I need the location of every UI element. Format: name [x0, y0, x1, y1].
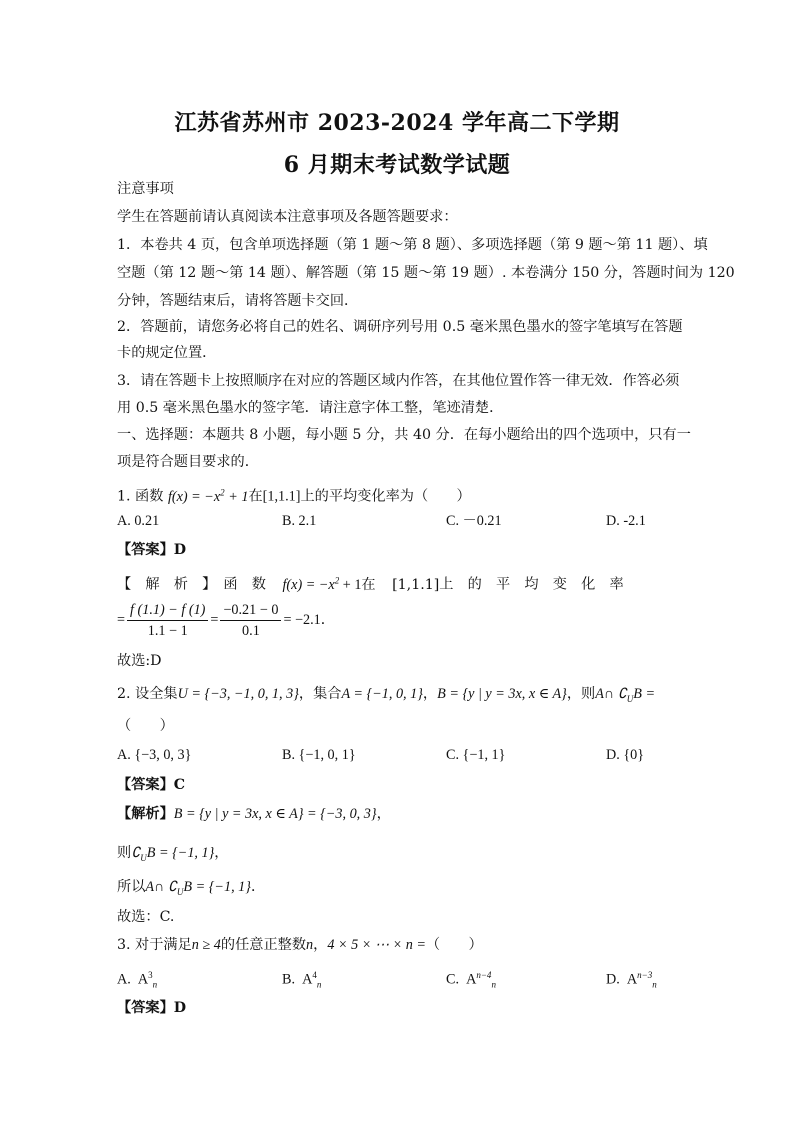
q1-fraction-2: $\frac{-0.21 - 0}{0.1}$ — [220, 600, 281, 641]
q1-interval: [1,1.1] — [262, 488, 301, 505]
q2-stem: 2. 设全集U = {−3, −1, 0, 1, 3}，集合A = {−1, 0, 1}，B = {y | y = 3x, x ∈ A}，则A∩ $∁_UB$ = — [117, 686, 656, 704]
q2-answer: 【答案】C — [117, 777, 186, 793]
q2-option-d: D. {0} — [606, 747, 645, 763]
notice-item2-line2: 卡的规定位置． — [117, 345, 217, 361]
q2-analysis-line3: 所以A∩ $∁_UB = \{-1$, 1}． — [117, 879, 266, 897]
notice-item3-line1: 3．请在答题卡上按照顺序在对应的答题区域内作答，在其他位置作答一律无效．作答必须 — [117, 373, 680, 389]
q1-analysis-suffix: 上 的 平 均 变 化 率 — [439, 576, 624, 593]
q1-suffix: 上的平均变化率为（ ） — [300, 488, 471, 505]
notice-item2-line1: 2．答题前，请您务必将自己的姓名、调研序列号用 0.5 毫米黑色墨水的签字笔填写在答题 — [117, 319, 683, 335]
q1-analysis-formula: = $\frac{f (1.1) - f (1)}{1.1 - 1}$ = $\frac{-0.21 - 0}{0.1}$ = −2.1． — [117, 602, 335, 639]
section1-line1: 一、选择题：本题共 8 小题，每小题 5 分，共 40 分．在每小题给出的四个选项中，只有一 — [117, 427, 691, 443]
q1-analysis-interval: [1,1.1] — [392, 576, 440, 593]
q2-set-b: B = {y | y = 3x, x ∈ A} — [437, 686, 567, 702]
q2-universal-set: U = {−3, −1, 0, 1, 3} — [177, 686, 299, 702]
q3-option-d: D. $A^{n-3}_n$ — [606, 970, 657, 990]
q1-function: $f(x) = -x^2 + 1$ — [167, 487, 249, 505]
q1-analysis-label: 【 解 析 】 函 数 — [117, 576, 266, 593]
notice-item3-line2: 用 0.5 毫米黑色墨水的签字笔．请注意字体工整，笔迹清楚． — [117, 400, 504, 416]
q2-option-a: A. {−3, 0, 3} — [117, 747, 192, 763]
q2-analysis-line1: 【解析】B = {y | y = 3x, x ∈ A} = {−3, 0, 3}， — [117, 806, 391, 822]
q1-analysis-line1 — [117, 570, 677, 595]
notice-heading: 注意事项 — [117, 181, 174, 197]
notice-item1-line1: 1．本卷共 4 页，包含单项选择题（第 1 题～第 8 题）、多项选择题（第 9 题～第 11 题）、填 — [117, 237, 708, 253]
doc-title-line2: 6 月期末考试数学试题 — [283, 152, 511, 178]
q2-analysis-line2: 则$∁_UB = \{-1$, 1}， — [117, 845, 229, 863]
q2-final-set: A∩ $∁_UB = \{-1$, 1} — [145, 879, 251, 897]
doc-title-line1: 江苏省苏州市 2023-2024 学年高二下学期 — [174, 110, 620, 136]
q1-stem — [117, 482, 471, 507]
q2-conclusion: 故选：C. — [117, 909, 175, 925]
q3-answer: 【答案】D — [117, 1000, 187, 1016]
q1-option-c: C. －0.21 — [446, 513, 502, 529]
notice-intro: 学生在答题前请认真阅读本注意事项及各题答题要求： — [117, 209, 458, 225]
q3-option-a: A. $A^3_n$ — [117, 970, 158, 990]
q1-option-d: D. -2.1 — [606, 513, 646, 529]
q1-fraction-1: $\frac{f (1.1) - f (1)}{1.1 - 1}$ — [127, 600, 208, 641]
notice-item1-line2: 空题（第 12 题～第 14 题）、解答题（第 15 题～第 19 题）. 本卷满分 150 分，答题时间为 120 — [117, 265, 735, 281]
q2-option-b: B. {−1, 0, 1} — [282, 747, 356, 763]
notice-item1-line3: 分钟，答题结束后，请将答题卡交回． — [117, 293, 359, 309]
q1-analysis-function: $f(x) = -x^2 + 1$在 — [282, 575, 376, 593]
q3-option-b: B. $A^4_n$ — [282, 970, 322, 990]
q3-stem: 3. 对于满足n ≥ 4的任意正整数n，4 × 5 × ⋯ × n =（ ） — [117, 937, 483, 953]
q3-n: n — [306, 937, 314, 953]
q2-expression: A∩ $∁_UB$ = — [595, 686, 656, 704]
q2-option-c: C. {−1, 1} — [446, 747, 506, 763]
q2-analysis-set-b: B = {y | y = 3x, x ∈ A} = {−3, 0, 3} — [173, 806, 377, 822]
q2-complement-b: $∁_UB = \{-1$, 1} — [131, 845, 215, 863]
q1-conclusion: 故选:D — [117, 653, 162, 669]
q1-mid: 在 — [248, 488, 263, 505]
q3-expression: 4 × 5 × ⋯ × n = — [327, 937, 426, 953]
q1-option-b: B. 2.1 — [282, 513, 317, 529]
q1-prefix: 1. 函数 — [117, 488, 168, 505]
section1-line2: 项是符合题目要求的． — [117, 454, 259, 470]
q2-paren: （ ） — [117, 718, 174, 734]
q3-option-c: C. $A^{n-4}_n$ — [446, 970, 496, 990]
q1-option-a: A. 0.21 — [117, 513, 160, 529]
q3-condition: n ≥ 4 — [191, 937, 221, 953]
q1-result: = −2.1． — [283, 611, 335, 628]
q2-set-a: A = {−1, 0, 1} — [341, 686, 423, 702]
q1-answer: 【答案】D — [117, 542, 187, 558]
